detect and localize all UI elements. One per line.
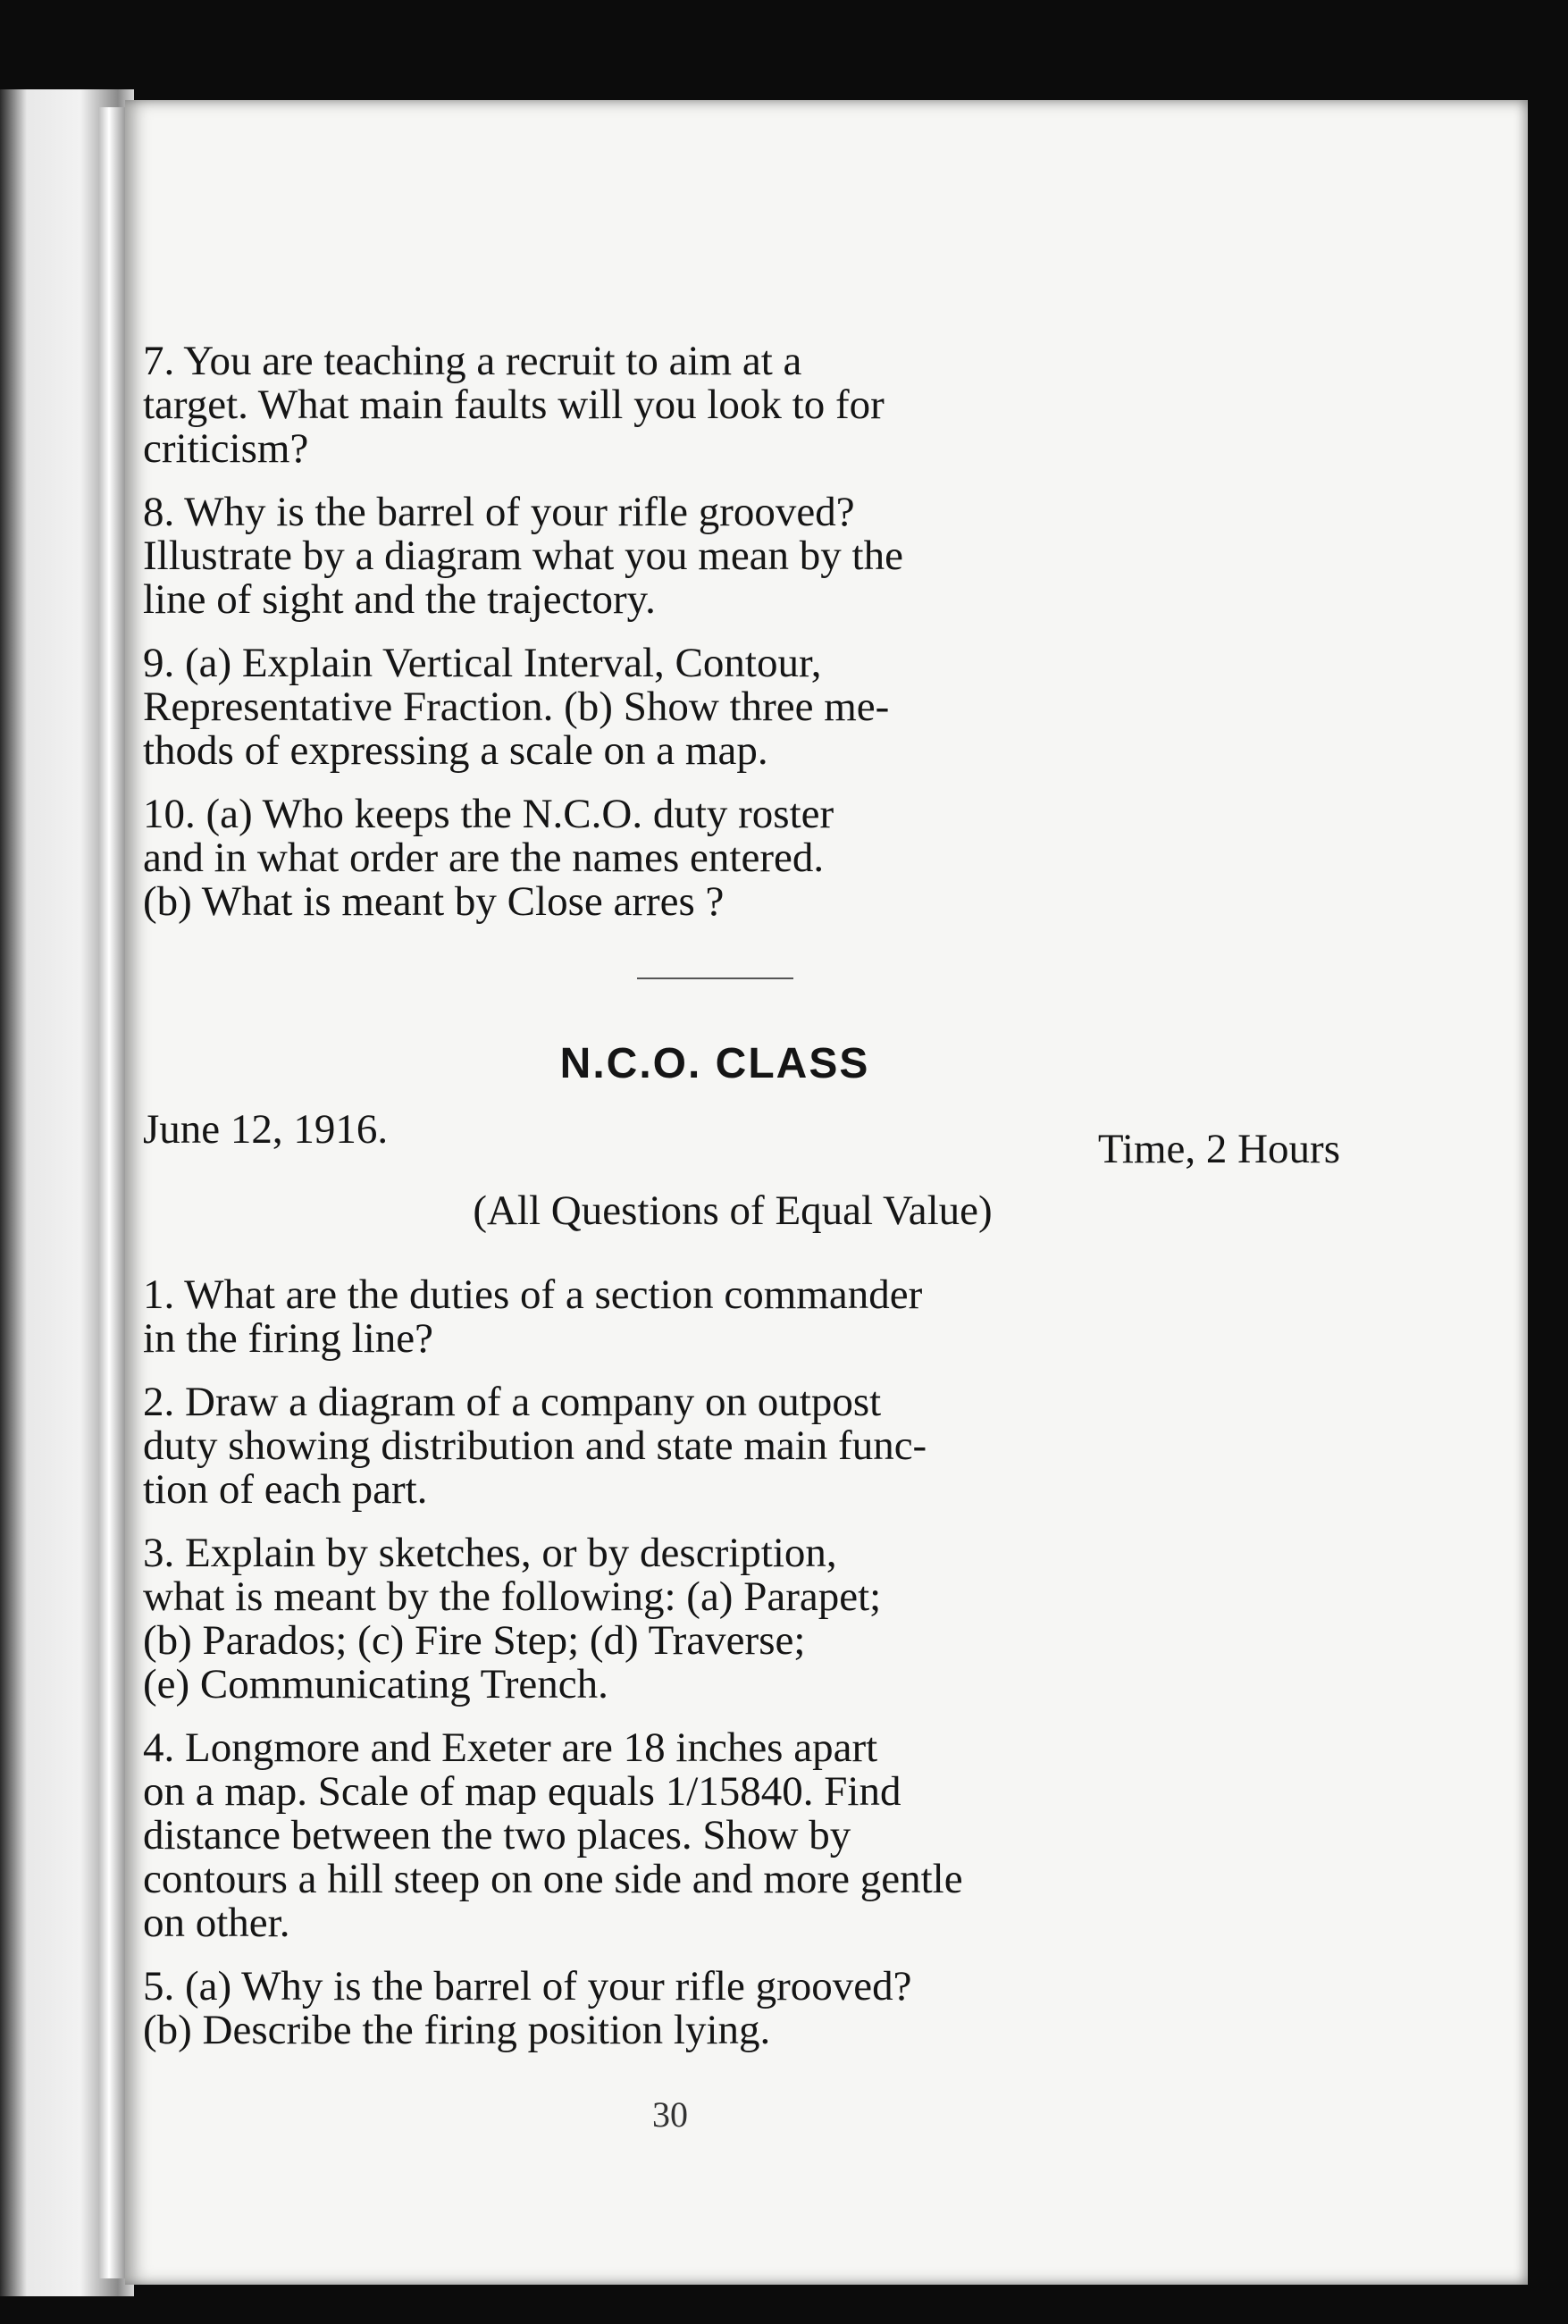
question-4 [143,1726,1340,1945]
question-line: 8. Why is the barrel of your rifle grooved? [143,489,855,535]
question-line: (e) Communicating Trench. [143,1661,608,1707]
question-line: thods of expressing a scale on a map. [143,727,768,774]
question-line: duty showing distribution and state main func- [143,1422,927,1469]
page-gutter [98,107,125,2278]
section-divider [637,977,793,979]
exam-note: (All Questions of Equal Value) [473,1187,993,1234]
exam-meta [143,1108,1340,1171]
question-10 [143,793,1340,924]
question-line: 9. (a) Explain Vertical Interval, Contour, [143,640,822,686]
question-line: Illustrate by a diagram what you mean by the [143,533,903,579]
exam-date: June 12, 1916. [143,1106,389,1153]
question-line: (b) Parados; (c) Fire Step; (d) Traverse; [143,1617,806,1664]
question-line: criticism? [143,425,309,472]
page-number: 30 [652,2094,688,2135]
question-3 [143,1531,1340,1707]
question-9 [143,642,1340,773]
section-title: N.C.O. CLASS [559,1040,870,1087]
question-line: 3. Explain by sketches, or by description, [143,1530,837,1576]
question-line: Representative Fraction. (b) Show three me- [143,684,890,730]
question-line: 10. (a) Who keeps the N.C.O. duty roster [143,791,834,837]
question-line: tion of each part. [143,1466,428,1513]
question-line: on other. [143,1900,290,1946]
question-5 [143,1965,1340,2052]
page-content [143,340,1340,2136]
questions-list [143,1273,1340,2052]
question-line: contours a hill steep on one side and more gentle [143,1856,963,1902]
question-line: (b) What is meant by Close arres ? [143,878,725,925]
question-line: (b) Describe the firing position lying. [143,2007,771,2053]
question-line: line of sight and the trajectory. [143,576,656,623]
question-line: 1. What are the duties of a section commander [143,1271,923,1318]
question-line: 5. (a) Why is the barrel of your rifle grooved? [143,1963,912,2009]
question-line: in the firing line? [143,1315,433,1362]
question-8 [143,491,1340,622]
question-line: target. What main faults will you look to for [143,382,885,428]
question-line: 7. You are teaching a recruit to aim at a [143,338,802,384]
question-line: and in what order are the names entered. [143,835,825,881]
question-1 [143,1273,1340,1361]
exam-duration: Time, 2 Hours [1097,1126,1340,1172]
question-line: 4. Longmore and Exeter are 18 inches apart [143,1724,878,1771]
question-line: distance between the two places. Show by [143,1812,851,1858]
question-7 [143,340,1340,471]
question-2 [143,1380,1340,1512]
question-line: 2. Draw a diagram of a company on outpost [143,1379,882,1425]
question-line: on a map. Scale of map equals 1/15840. Find [143,1768,901,1815]
questions-continued [143,340,1340,924]
question-line: what is meant by the following: (a) Parapet; [143,1573,882,1620]
